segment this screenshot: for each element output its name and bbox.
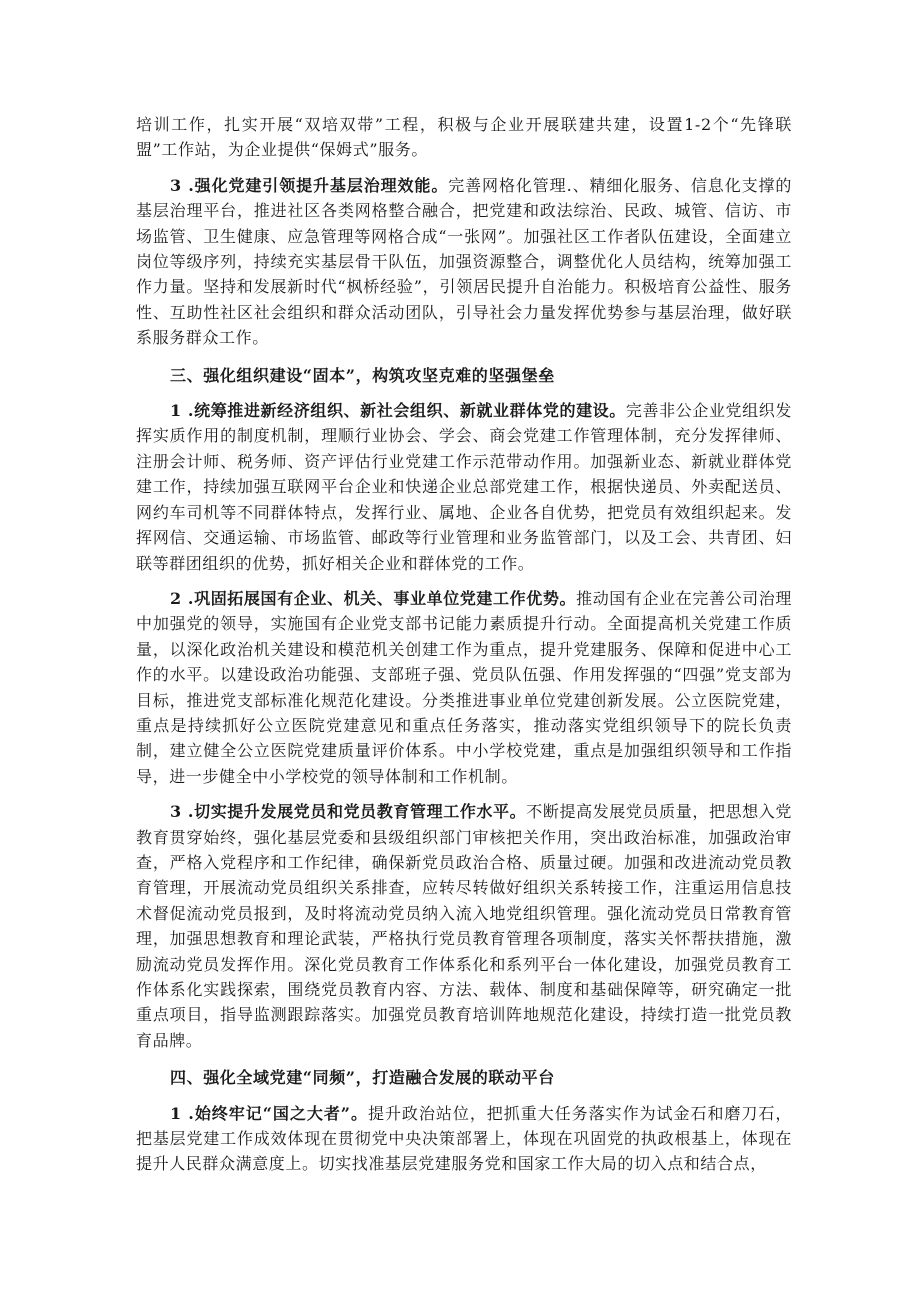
paragraph-body: 提升政治站位，把抓重大任务落实作为试金石和磨刀石，把基层党建工作成效体现在贯彻党中央决策部署上，体现在巩固党的执政根基上，体现在提升人民群众满意度上。切实找准基层党建服务党和国家工作大局的切入点和结合点， (136, 1103, 792, 1174)
section-heading-4: 四、强化全域党建“同频”，打造融合发展的联动平台 (170, 1068, 555, 1088)
paragraph-body: 推动国有企业在完善公司治理中加强党的领导，实施国有企业党支部书记能力素质提升行动。全面提高机关党建工作质量，以深化政治机关建设和模范机关创建工作为重点，提升党建服务、保障和促进中心工作的水平。以建设政治功能强、支部班子强、党员队伍强、作用发挥强的“四强”党支部为目标，推进党支部标准化规范化建设。分类推进事业单位党建创新发展。公立医院党建，重点是持续抓好公立医院党建意见和重点任务落实，推动落实党组织领导下的院长负责制，建立健全公立医院党建质量评价体系。中小学校党建，重点是加强组织领导和工作指导，进一步健全中小学校党的领导体制和工作机制。 (136, 588, 792, 786)
paragraph-member-development (136, 799, 792, 1053)
section-heading-3: 三、强化组织建设“固本”，构筑攻坚克难的坚强堡垒 (170, 365, 555, 385)
paragraph-national-priorities (136, 1101, 792, 1177)
paragraph-lead: 3 .切实提升发展党员和党员教育管理工作水平。 (170, 802, 527, 822)
paragraph-body: 不断提高发展党员质量，把思想入党教育贯穿始终，强化基层党委和县级组织部门审核把关作用，突出政治标准，加强政治审查，严格入党程序和工作纪律，确保新党员政治合格、质量过硬。加强和改进流动党员教育管理，开展流动党员组织关系排查，应转尽转做好组织关系转接工作，注重运用信息技术督促流动党员报到，及时将流动党员纳入流入地党组织管理。强化流动党员日常教育管理，加强思想教育和理论武装，严格执行党员教育管理各项制度，落实关怀帮扶措施，激励流动党员发挥作用。深化党员教育工作体系化和系列平台一体化建设，加强党员教育工作体系化实践探索，围绕党员教育内容、方法、载体、制度和基础保障等，研究确定一批重点项目，指导监测跟踪落实。加强党员教育培训阵地规范化建设，持续打造一批党员教育品牌。 (136, 802, 792, 1050)
paragraph-body: 完善非公企业党组织发挥实质作用的制度机制，理顺行业协会、学会、商会党建工作管理体制，充分发挥律师、注册会计师、税务师、资产评估行业党建工作示范带动作用。加强新业态、新就业群体党建工作，持续加强互联网平台企业和快递企业总部党建工作，根据快递员、外卖配送员、网约车司机等不同群体特点，发挥行业、属地、企业各自优势，把党员有效组织起来。发挥网信、交通运输、市场监管、邮政等行业管理和业务监管部门，以及工会、共青团、妇联等群团组织的优势，抓好相关企业和群体党的工作。 (136, 401, 792, 573)
paragraph-lead: 1 .始终牢记“国之大者”。 (170, 1103, 368, 1123)
paragraph-state-enterprises (136, 586, 792, 789)
paragraph-governance (136, 173, 792, 351)
document-page (136, 112, 792, 1177)
continuation-paragraph: 培训工作，扎实开展“双培双带”工程，积极与企业开展联建共建，设置1-2个“先锋联盟”工作站，为企业提供“保姆式”服务。 (136, 115, 792, 160)
paragraph-lead: 3 .强化党建引领提升基层治理效能。 (170, 175, 449, 195)
paragraph-body: 完善网格化管理.、精细化服务、信息化支撑的基层治理平台，推进社区各类网格整合融合，把党建和政法综治、民政、城管、信访、市场监管、卫生健康、应急管理等网格合成“一张网”。加强社区工作者队伍建设，全面建立岗位等级序列，持续充实基层骨干队伍，加强资源整合，调整优化人员结构，统筹加强工作力量。坚持和发展新时代“枫桥经验”，引领居民提升自治能力。积极培育公益性、服务性、互助性社区社会组织和群众活动团队，引导社会力量发挥优势参与基层治理，做好联系服务群众工作。 (136, 175, 793, 348)
paragraph-lead: 2 .巩固拓展国有企业、机关、事业单位党建工作优势。 (170, 588, 577, 608)
paragraph-lead: 1 .统筹推进新经济组织、新社会组织、新就业群体党的建设。 (170, 401, 626, 421)
paragraph-new-organizations (136, 398, 792, 576)
